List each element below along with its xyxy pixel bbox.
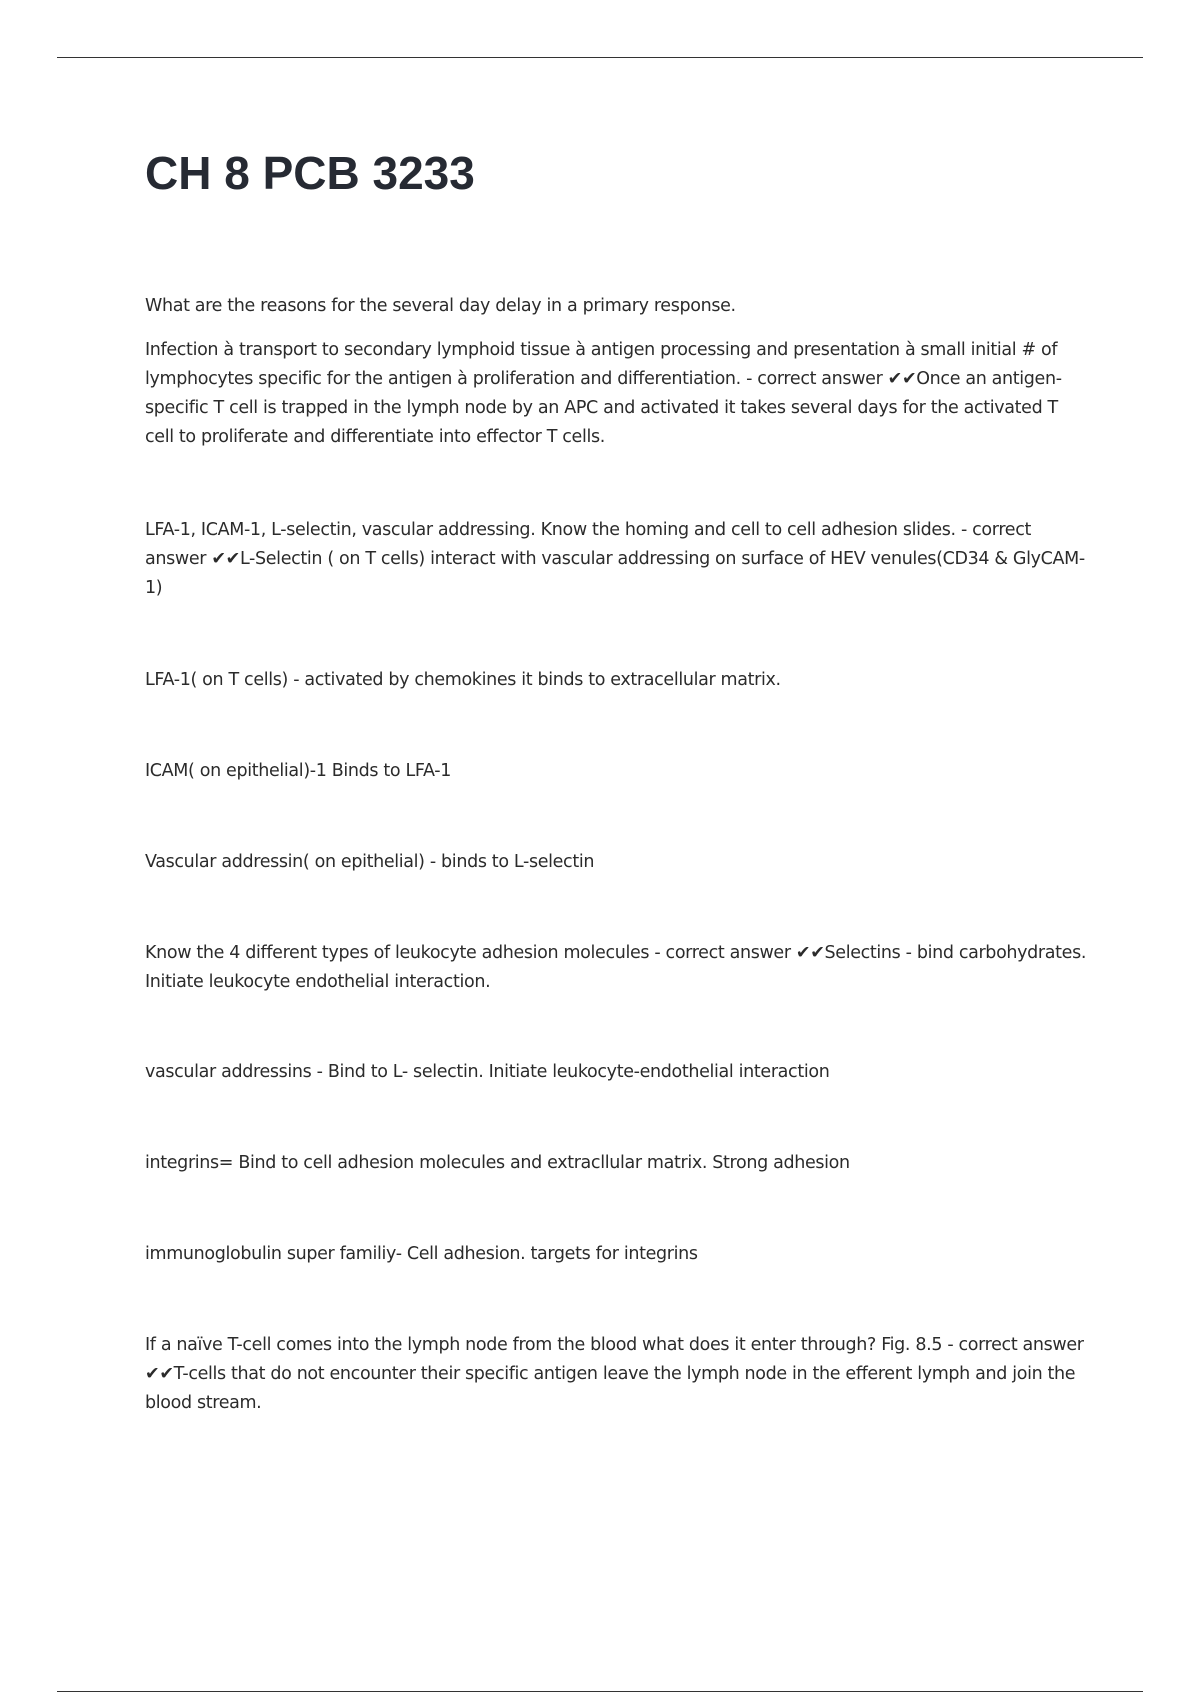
qa-paragraph: LFA-1, ICAM-1, L-selectin, vascular addressing. Know the homing and cell to cell adhesion slides. - correct answer ✔✔L-Selectin ( on T cells) interact with vascular addressing on surface of HEV venules(CD34 & GlyCAM-1) xyxy=(145,520,1085,598)
text-paragraph: vascular addressins - Bind to L- selectin. Initiate leukocyte-endothelial interaction xyxy=(145,1062,830,1082)
text-paragraph: ICAM( on epithelial)-1 Binds to LFA-1 xyxy=(145,761,451,781)
document-title: CH 8 PCB 3233 xyxy=(145,147,475,199)
top-rule xyxy=(57,57,1143,58)
bottom-rule xyxy=(57,1691,1143,1692)
text-paragraph: LFA-1( on T cells) - activated by chemokines it binds to extracellular matrix. xyxy=(145,670,781,690)
text-paragraph: integrins= Bind to cell adhesion molecules and extracllular matrix. Strong adhesion xyxy=(145,1153,850,1173)
answer-paragraph: Infection à transport to secondary lymphoid tissue à antigen processing and presentation à small initial # of lymphocytes specific for the antigen à proliferation and differentiation. - correct answer ✔✔Once an antigen-specific T cell is trapped in the lymph node by an APC and activated it takes several days for the activated T cell to proliferate and differentiate into effector T cells. xyxy=(145,340,1062,447)
text-paragraph: Vascular addressin( on epithelial) - binds to L-selectin xyxy=(145,852,595,872)
qa-paragraph: If a naïve T-cell comes into the lymph node from the blood what does it enter through? Fig. 8.5 - correct answer ✔✔T-cells that do not encounter their specific antigen leave the lymph node in the efferent lymph and join the blood stream. xyxy=(145,1335,1084,1413)
text-paragraph: immunoglobulin super familiy- Cell adhesion. targets for integrins xyxy=(145,1244,698,1264)
question-paragraph: What are the reasons for the several day delay in a primary response. xyxy=(145,296,736,316)
qa-paragraph: Know the 4 different types of leukocyte adhesion molecules - correct answer ✔✔Selectins - bind carbohydrates. Initiate leukocyte endothelial interaction. xyxy=(145,943,1087,992)
